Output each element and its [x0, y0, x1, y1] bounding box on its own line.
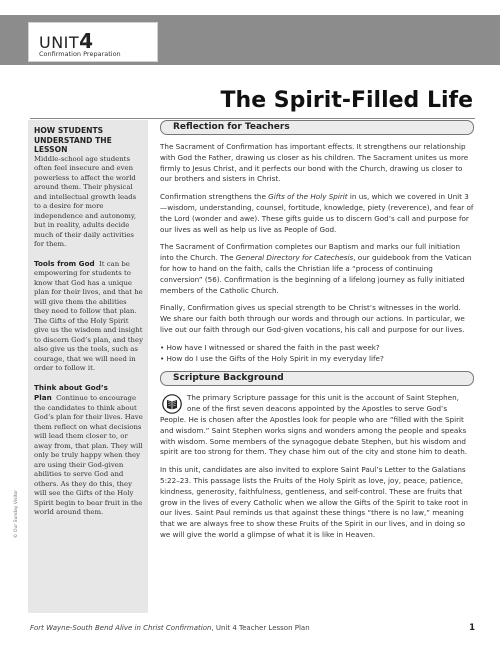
- text-run: in us, which we covered in Unit 3—wisdom, understanding, counsel, fortitude, knowledge, piety (reverence), and fear of the Lord (wonder and awe). These gifts guide us to discern God’s call and purpose for our lives as well as help us live as People of God.: [160, 192, 474, 234]
- sidebar: [28, 120, 148, 613]
- paragraph: The Sacrament of Confirmation has important effects. It strengthens our relationship with God the Father, drawing us closer as his children. The Sacrament unites us more firmly to Jesus Christ, and it perfects our bond with the Church, drawing us closer to our brothers and sisters in Christ.: [160, 142, 469, 184]
- paragraph: Finally, Confirmation gives us special strength to be Christ’s witnesses in the world. We share our faith both through our words and through our actions. In particular, we live out our faith through our God-given vocations, his call and purpose for our lives.: [160, 303, 465, 334]
- paragraph: [160, 192, 474, 235]
- copyright-credit: © Our Sunday Visitor: [14, 489, 19, 538]
- sidebar-lead: Think about God’s Plan: [34, 382, 108, 402]
- reflection-questions: [160, 343, 474, 365]
- page-title: The Spirit-Filled Life: [220, 88, 473, 113]
- emphasis: Gifts of the Holy Spirit: [268, 192, 348, 202]
- section-heading: Reflection for Teachers: [173, 122, 290, 132]
- paragraph: [160, 393, 474, 458]
- unit-word: UNIT: [39, 33, 80, 52]
- scripture-section-header: [160, 371, 474, 386]
- paragraph: In this unit, candidates are also invited to explore Saint Paul’s Letter to the Galatians 5:22–23. This passage lists the Fruits of the Holy Spirit as love, joy, peace, patience, kindness, generosity, faithfulness, gentleness, and self-control. These are fruits that grow in the lives of every Catholic when we allow the Gifts of the Spirit to take root in our lives. Saint Paul reminds us that against these things “there is no law,” meaning that we are always free to show these Fruits of the Spirit in our lives, and in doing so we will give the world a glimpse of what it is like in Heaven.: [160, 465, 468, 539]
- page-footer: [30, 624, 475, 632]
- main-column: [160, 120, 474, 548]
- sidebar-text: Continue to encourage the candidates to think about God’s plan for their lives. Have them reflect on what decisions will lead them closer to, or away from, that plan. They will only be truly happy when they are using their God-given abilities to serve God and others. As they do this, they will see the Gifts of the Holy Spirit begin to bear fruit in the world around them.: [34, 394, 143, 516]
- sidebar-plan: [34, 383, 143, 518]
- sidebar-heading-line: LESSON: [34, 145, 68, 154]
- unit-badge: [28, 22, 158, 62]
- page-number: 1: [469, 623, 475, 633]
- reflection-section-header: [160, 120, 474, 135]
- footer-source: Fort Wayne-South Bend Alive in Christ Confirmation: [30, 624, 212, 632]
- footer-detail: , Unit 4 Teacher Lesson Plan: [211, 624, 310, 632]
- sidebar-heading-line: UNDERSTAND THE: [34, 135, 112, 145]
- sidebar-lead: Tools from God: [34, 258, 95, 268]
- unit-subtitle: Confirmation Preparation: [39, 50, 121, 58]
- bible-icon: [162, 394, 182, 414]
- emphasis: General Directory for Catechesis: [235, 253, 354, 263]
- title-divider: [30, 118, 475, 119]
- sidebar-text: It can be empowering for students to know that God has a unique plan for their lives, and that he will give them the abilities they need to follow that plan. The Gifts of the Holy Spirit give us the wisdom and insight to discern God’s plan, and they also give us the tools, such as courage, that we will need in order to follow it.: [34, 259, 143, 372]
- list-item: • How have I witnessed or shared the faith in the past week?: [160, 342, 380, 352]
- text-run: The primary Scripture passage for this unit is the account of Saint Stephen, one of the first seven deacons appointed by the Apostles to serve God’s People. He is chosen after the Apostles look for people who are “filled with the Spirit and wisdom.” Saint Stephen works signs and wonders among the people and speaks with wisdom. Some members of the synagogue debate Stephen, but his wisdom and spirit are too strong for them. They chase him out of the city and stone him to death.: [160, 393, 468, 457]
- section-heading: Scripture Background: [173, 373, 284, 384]
- sidebar-intro: Middle-school age students often feel insecure and even powerless to affect the world around them. Their physical and intellectual growth leads to a desire for more independence and autonomy, but in reality, adults decide much of their daily activities for them.: [34, 154, 137, 248]
- unit-number: 4: [79, 29, 94, 53]
- paragraph: [160, 242, 474, 296]
- list-item: • How do I use the Gifts of the Holy Spirit in my everyday life?: [160, 353, 384, 363]
- text-run: The Sacrament of Confirmation completes our Baptism and marks our full initiation into the Church. The: [160, 242, 461, 263]
- sidebar-heading: [34, 126, 143, 155]
- sidebar-tools: [34, 259, 143, 374]
- text-run: Confirmation strengthens the: [160, 192, 269, 202]
- text-run: , our guidebook from the Vatican for how to hand on the faith, calls the Christian life a “process of continuing conversion” (56). Confirmation is the beginning of a lifelong journey as fully initiated members of the Catholic Church.: [160, 253, 472, 295]
- sidebar-heading-line: HOW STUDENTS: [34, 126, 104, 135]
